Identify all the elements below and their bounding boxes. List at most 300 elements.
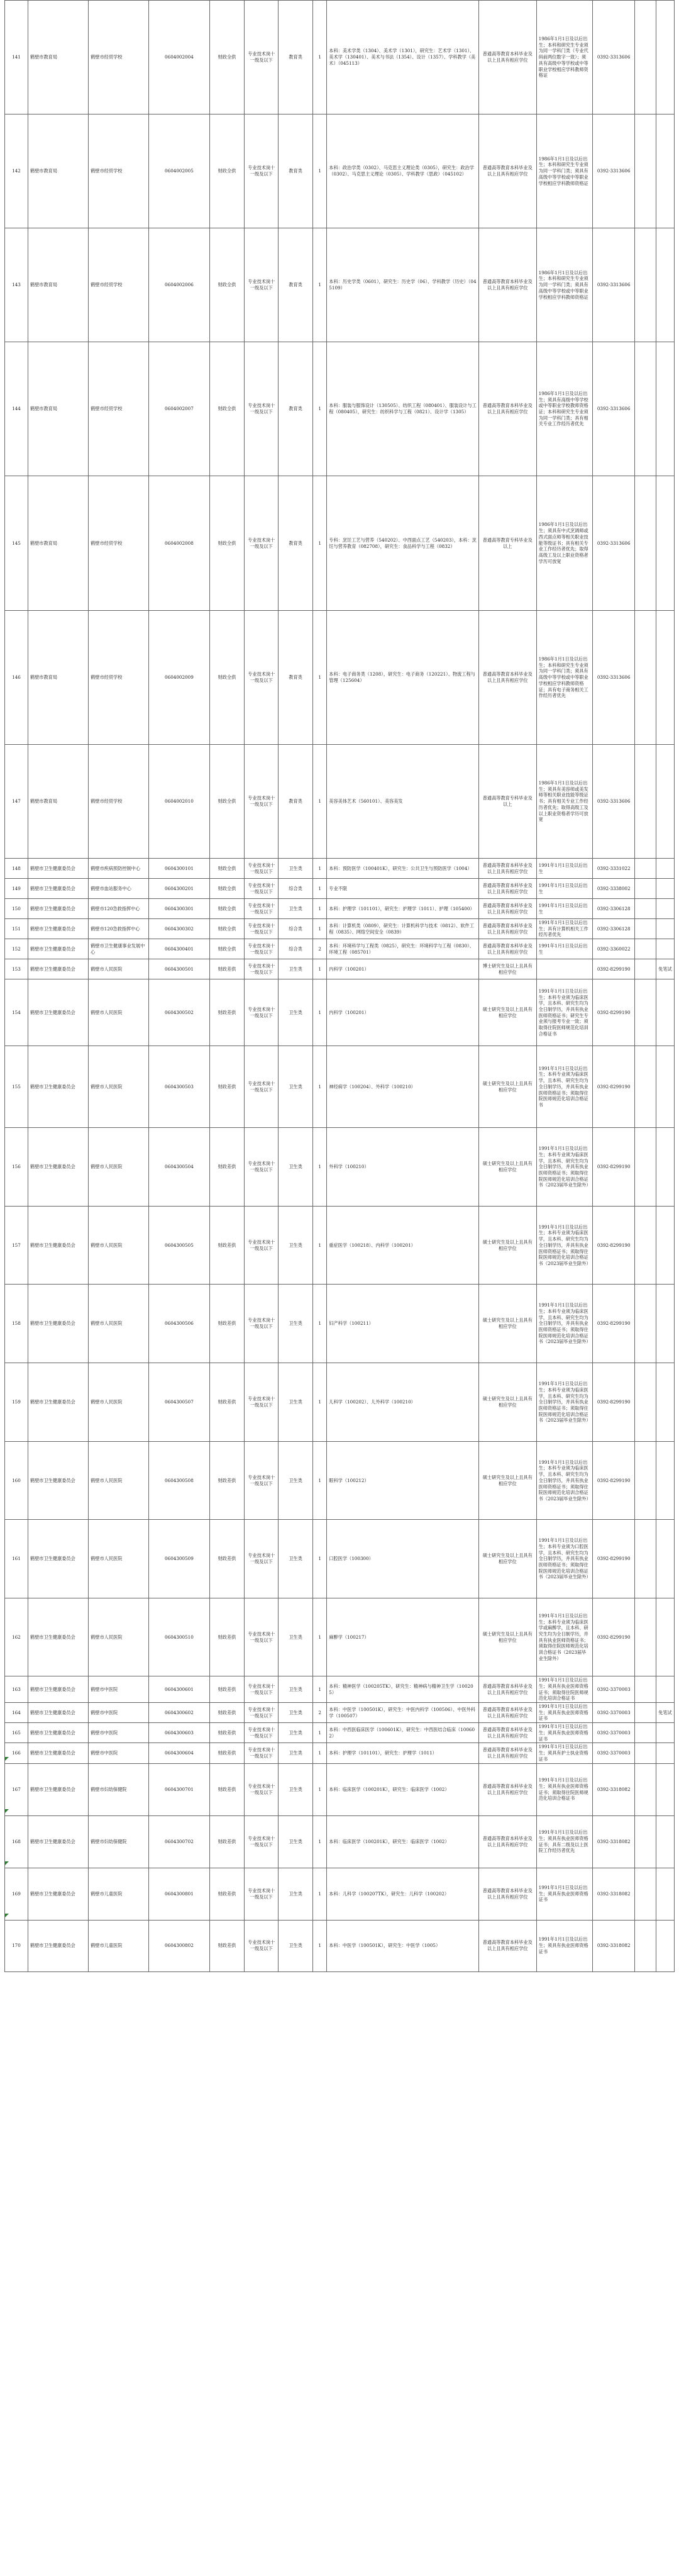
row-funding: 财政差供 — [209, 1285, 245, 1363]
table-row — [5, 959, 675, 979]
row-count: 1 — [312, 879, 326, 899]
row-extra — [635, 1207, 656, 1285]
row-major: 本科：中医学（100501K），研究生：中医内科学（100506）、中医外科学（100507） — [327, 1703, 479, 1723]
row-job: 卫生类 — [279, 899, 313, 919]
row-job: 卫生类 — [279, 1763, 313, 1815]
row-dept: 鹤壁市卫生健康委员会 — [28, 1207, 88, 1285]
row-extra — [635, 1676, 656, 1703]
row-seq: 151 — [5, 919, 28, 939]
row-edu: 硕士研究生及以上且具有相应学位 — [478, 979, 536, 1046]
row-count: 1 — [312, 114, 326, 228]
row-seq: 169 — [5, 1868, 28, 1920]
row-count: 1 — [312, 1723, 326, 1743]
row-count: 1 — [312, 1743, 326, 1763]
row-edu: 普通高等教育本科毕业及以上且具有相应学位 — [478, 1703, 536, 1723]
row-category: 专业技术岗十一级及以下 — [245, 959, 279, 979]
row-category: 专业技术岗十一级及以下 — [245, 979, 279, 1046]
row-category: 专业技术岗十一级及以下 — [245, 1723, 279, 1743]
row-seq: 163 — [5, 1676, 28, 1703]
recruitment-table — [4, 0, 675, 1972]
row-job: 综合类 — [279, 919, 313, 939]
row-count: 1 — [312, 1520, 326, 1598]
row-tel: 0392-3370003 — [593, 1743, 635, 1763]
row-unit: 鹤壁市经贸学校 — [89, 342, 149, 476]
row-job: 卫生类 — [279, 1598, 313, 1676]
row-seq: 159 — [5, 1363, 28, 1442]
row-unit: 鹤壁市卫生健康事业发展中心 — [89, 939, 149, 959]
row-category: 专业技术岗十一级及以下 — [245, 1743, 279, 1763]
row-tel: 0392-8299190 — [593, 1285, 635, 1363]
row-unit: 鹤壁市120急救指挥中心 — [89, 919, 149, 939]
row-job: 卫生类 — [279, 1723, 313, 1743]
row-funding: 财政全供 — [209, 611, 245, 745]
row-tel: 0392-3313606 — [593, 611, 635, 745]
row-tel: 0392-8299190 — [593, 959, 635, 979]
row-note — [656, 899, 674, 919]
row-edu: 普通高等教育本科毕业及以上且具有相应学位 — [478, 1920, 536, 1971]
row-job: 卫生类 — [279, 1676, 313, 1703]
row-note — [656, 745, 674, 859]
row-category: 专业技术岗十一级及以下 — [245, 1128, 279, 1207]
row-category: 专业技术岗十一级及以下 — [245, 476, 279, 611]
row-edu: 普通高等教育本科毕业及以上且具有相应学位 — [478, 939, 536, 959]
row-other: 1991年1月1日及以后出生 — [536, 899, 592, 919]
row-count: 1 — [312, 745, 326, 859]
row-extra — [635, 1743, 656, 1763]
row-count: 1 — [312, 228, 326, 342]
row-tel: 0392-3318082 — [593, 1815, 635, 1868]
row-major: 本科：临床医学（100201K），研究生：临床医学（1002） — [327, 1815, 479, 1868]
row-code: 0604300501 — [149, 959, 209, 979]
table-row — [5, 859, 675, 879]
cell-comment-marker — [5, 1861, 9, 1865]
row-edu: 普通高等教育本科毕业及以上且具有相应学位 — [478, 1815, 536, 1868]
row-job: 卫生类 — [279, 1868, 313, 1920]
row-funding: 财政全供 — [209, 476, 245, 611]
row-count: 1 — [312, 1676, 326, 1703]
row-category: 专业技术岗十一级及以下 — [245, 939, 279, 959]
row-other: 1986年1月1日及以后出生；本科和研究生专业须为同一学科门类；须具有高级中等学校或中等职业学校相应学科教师资格证 — [536, 228, 592, 342]
row-job: 教育类 — [279, 114, 313, 228]
row-job: 卫生类 — [279, 1920, 313, 1971]
row-note — [656, 1763, 674, 1815]
row-count: 1 — [312, 1285, 326, 1363]
row-note — [656, 1920, 674, 1971]
row-tel: 0392-3370003 — [593, 1723, 635, 1743]
row-category: 专业技术岗十一级及以下 — [245, 1868, 279, 1920]
row-unit: 鹤壁市经贸学校 — [89, 114, 149, 228]
row-code: 0604300504 — [149, 1128, 209, 1207]
row-category: 专业技术岗十一级及以下 — [245, 342, 279, 476]
row-note — [656, 1128, 674, 1207]
row-unit: 鹤壁市儿童医院 — [89, 1920, 149, 1971]
row-job: 教育类 — [279, 476, 313, 611]
row-code: 0604300101 — [149, 859, 209, 879]
row-major: 妇产科学（100211） — [327, 1285, 479, 1363]
row-seq: 146 — [5, 611, 28, 745]
row-other: 1986年1月1日及以后出生；本科和研究生专业须为同一学科门类；须具有高级中等学校或中等职业学校相应学科教师资格证 — [536, 114, 592, 228]
row-category: 专业技术岗十一级及以下 — [245, 1442, 279, 1520]
table-row — [5, 1363, 675, 1442]
row-edu: 普通高等教育本科毕业及以上且具有相应学位 — [478, 919, 536, 939]
row-other: 1991年1月1日及以后出生；本科专业须为临床医学，且本科、研究生均为全日制学历，并具有执业医师资格证书；须取得住院医师规范化培训合格证书（2023届毕业生除外） — [536, 1363, 592, 1442]
row-funding: 财政全供 — [209, 342, 245, 476]
row-unit: 鹤壁市经贸学校 — [89, 228, 149, 342]
row-unit: 鹤壁市人民医院 — [89, 1520, 149, 1598]
row-edu: 普通高等教育本科毕业及以上且具有相应学位 — [478, 879, 536, 899]
row-job: 卫生类 — [279, 1703, 313, 1723]
table-row — [5, 1, 675, 114]
row-job: 卫生类 — [279, 1815, 313, 1868]
row-category: 专业技术岗十一级及以下 — [245, 611, 279, 745]
row-other: 1991年1月1日及以后出生；本科专业须为口腔医学，且本科、研究生均为全日制学历，并具有执业医师资格证书；须取得住院医师规范化培训合格证书（2023届毕业生除外） — [536, 1520, 592, 1598]
row-dept: 鹤壁市教育局 — [28, 611, 88, 745]
row-unit: 鹤壁市人民医院 — [89, 1598, 149, 1676]
row-seq: 161 — [5, 1520, 28, 1598]
row-seq: 164 — [5, 1703, 28, 1723]
row-count: 1 — [312, 1763, 326, 1815]
row-extra — [635, 859, 656, 879]
row-seq: 148 — [5, 859, 28, 879]
row-other: 1991年1月1日及以后出生；本科专业须为临床医学，且本科、研究生均为全日制学历，并具有执业医师资格证书；研究生专业须与报考专业一致；须取得住院医师规范化培训合格证书 — [536, 979, 592, 1046]
row-seq: 156 — [5, 1128, 28, 1207]
row-extra — [635, 1763, 656, 1815]
row-dept: 鹤壁市教育局 — [28, 476, 88, 611]
table-row — [5, 1442, 675, 1520]
row-unit: 鹤壁市经贸学校 — [89, 745, 149, 859]
row-code: 0604002009 — [149, 611, 209, 745]
row-job: 教育类 — [279, 611, 313, 745]
row-unit: 鹤壁市人民医院 — [89, 1046, 149, 1128]
row-note — [656, 859, 674, 879]
row-code: 0604002007 — [149, 342, 209, 476]
row-unit: 鹤壁市疾病预防控制中心 — [89, 859, 149, 879]
row-funding: 财政全供 — [209, 228, 245, 342]
row-major: 麻醉学（100217） — [327, 1598, 479, 1676]
row-extra — [635, 899, 656, 919]
row-unit: 鹤壁市120急救指挥中心 — [89, 899, 149, 919]
row-code: 0604300401 — [149, 939, 209, 959]
row-major: 本科：临床医学（100201K），研究生：临床医学（1002） — [327, 1763, 479, 1815]
row-other: 1991年1月1日及以后出生 — [536, 879, 592, 899]
row-edu: 普通高等教育本科毕业及以上且具有相应学位 — [478, 114, 536, 228]
row-category: 专业技术岗十一级及以下 — [245, 879, 279, 899]
row-extra — [635, 1598, 656, 1676]
row-code: 0604300509 — [149, 1520, 209, 1598]
row-edu: 硕士研究生及以上且具有相应学位 — [478, 1046, 536, 1128]
row-extra — [635, 476, 656, 611]
row-major: 本科：预防医学（100401K），研究生：公共卫生与预防医学（1004） — [327, 859, 479, 879]
row-major: 本科：电子商务类（1208），研究生：电子商务（120221）、物流工程与管理（125604） — [327, 611, 479, 745]
row-note — [656, 611, 674, 745]
row-other: 1991年1月1日及以后出生；具有计算机相关工作经历者优先 — [536, 919, 592, 939]
row-seq: 157 — [5, 1207, 28, 1285]
table-row — [5, 1868, 675, 1920]
table-row — [5, 1676, 675, 1703]
row-edu: 普通高等教育专科毕业及以上 — [478, 476, 536, 611]
row-major: 内科学（100201） — [327, 959, 479, 979]
row-code: 0604300507 — [149, 1363, 209, 1442]
row-code: 0604300802 — [149, 1920, 209, 1971]
row-funding: 财政全供 — [209, 879, 245, 899]
row-count: 1 — [312, 1598, 326, 1676]
row-dept: 鹤壁市卫生健康委员会 — [28, 1815, 88, 1868]
row-code: 0604002005 — [149, 114, 209, 228]
row-job: 卫生类 — [279, 1046, 313, 1128]
row-code: 0604300603 — [149, 1723, 209, 1743]
row-note — [656, 879, 674, 899]
row-tel: 0392-3313606 — [593, 1, 635, 114]
row-dept: 鹤壁市卫生健康委员会 — [28, 1676, 88, 1703]
row-unit: 鹤壁市中医院 — [89, 1703, 149, 1723]
row-seq: 162 — [5, 1598, 28, 1676]
row-category: 专业技术岗十一级及以下 — [245, 114, 279, 228]
row-job: 卫生类 — [279, 1128, 313, 1207]
row-note — [656, 114, 674, 228]
table-row — [5, 1723, 675, 1743]
row-funding: 财政差供 — [209, 1868, 245, 1920]
row-funding: 财政差供 — [209, 1920, 245, 1971]
row-unit: 鹤壁市中医院 — [89, 1723, 149, 1743]
row-category: 专业技术岗十一级及以下 — [245, 1520, 279, 1598]
row-dept: 鹤壁市卫生健康委员会 — [28, 1703, 88, 1723]
row-tel: 0392-3306128 — [593, 919, 635, 939]
row-note — [656, 1676, 674, 1703]
row-major: 本科：政治学类（0302）、马克思主义理论类（0305），研究生：政治学（0302）、马克思主义理论（0305）、学科教学（思政）（045102） — [327, 114, 479, 228]
row-funding: 财政全供 — [209, 939, 245, 959]
cell-comment-marker — [5, 1914, 9, 1917]
row-job: 卫生类 — [279, 1442, 313, 1520]
row-tel: 0392-8299190 — [593, 979, 635, 1046]
row-seq: 144 — [5, 342, 28, 476]
row-major: 儿科学（100202）、儿外科学（100210） — [327, 1363, 479, 1442]
row-dept: 鹤壁市卫生健康委员会 — [28, 1763, 88, 1815]
row-extra — [635, 1285, 656, 1363]
row-tel: 0392-8299190 — [593, 1207, 635, 1285]
row-tel: 0392-8299190 — [593, 1442, 635, 1520]
row-job: 教育类 — [279, 1, 313, 114]
row-edu: 硕士研究生及以上且具有相应学位 — [478, 1598, 536, 1676]
row-major: 眼科学（100212） — [327, 1442, 479, 1520]
row-funding: 财政全供 — [209, 745, 245, 859]
row-code: 0604300510 — [149, 1598, 209, 1676]
row-count: 1 — [312, 611, 326, 745]
row-dept: 鹤壁市教育局 — [28, 342, 88, 476]
row-job: 综合类 — [279, 879, 313, 899]
row-major: 专业不限 — [327, 879, 479, 899]
table-row — [5, 228, 675, 342]
row-unit: 鹤壁市经贸学校 — [89, 611, 149, 745]
row-other: 1986年1月1日及以后出生；须具有美容师或美发师等相关职业技能等级证书；具有相关专业工作经历者优先；取得高级工及以上职业资格者学历可放宽 — [536, 745, 592, 859]
row-other: 1991年1月1日及以后出生；本科专业须为临床医学，且本科、研究生均为全日制学历，并具有执业医师资格证书；须取得住院医师规范化培训合格证书（2023届毕业生除外） — [536, 1128, 592, 1207]
table-row — [5, 1763, 675, 1815]
row-job: 卫生类 — [279, 1285, 313, 1363]
row-major: 外科学（100210） — [327, 1128, 479, 1207]
row-edu: 硕士研究生及以上且具有相应学位 — [478, 1128, 536, 1207]
row-note — [656, 1363, 674, 1442]
row-edu: 硕士研究生及以上且具有相应学位 — [478, 1520, 536, 1598]
row-note — [656, 228, 674, 342]
row-extra — [635, 979, 656, 1046]
row-seq: 150 — [5, 899, 28, 919]
row-extra — [635, 342, 656, 476]
row-funding: 财政差供 — [209, 979, 245, 1046]
row-tel: 0392-3370003 — [593, 1676, 635, 1703]
row-note — [656, 1046, 674, 1128]
row-unit: 鹤壁市经贸学校 — [89, 1, 149, 114]
row-funding: 财政差供 — [209, 1046, 245, 1128]
row-seq: 168 — [5, 1815, 28, 1868]
row-code: 0604002010 — [149, 745, 209, 859]
row-extra — [635, 939, 656, 959]
row-job: 卫生类 — [279, 1207, 313, 1285]
row-seq: 153 — [5, 959, 28, 979]
row-extra — [635, 1868, 656, 1920]
row-extra — [635, 611, 656, 745]
table-row — [5, 611, 675, 745]
table-row — [5, 1743, 675, 1763]
row-major: 重症医学（100218）、内科学（100201） — [327, 1207, 479, 1285]
table-row — [5, 1285, 675, 1363]
row-tel: 0392-8299190 — [593, 1046, 635, 1128]
row-major: 本科：中医学（100501K），研究生：中医学（1005） — [327, 1920, 479, 1971]
row-edu: 普通高等教育本科毕业及以上且具有相应学位 — [478, 228, 536, 342]
row-other — [536, 959, 592, 979]
row-extra — [635, 1723, 656, 1743]
row-edu: 普通高等教育本科毕业及以上且具有相应学位 — [478, 342, 536, 476]
row-unit: 鹤壁市中医院 — [89, 1676, 149, 1703]
row-note: 免笔试 — [656, 959, 674, 979]
row-count: 1 — [312, 1442, 326, 1520]
row-major: 本科：护理学（101101），研究生：护理学（1011）、护理（105400） — [327, 899, 479, 919]
row-dept: 鹤壁市卫生健康委员会 — [28, 1743, 88, 1763]
row-tel: 0392-3360022 — [593, 939, 635, 959]
row-count: 1 — [312, 899, 326, 919]
row-other: 1991年1月1日及以后出生；须具有执业医师资格证书 — [536, 1868, 592, 1920]
row-job: 卫生类 — [279, 1743, 313, 1763]
row-dept: 鹤壁市教育局 — [28, 114, 88, 228]
row-category: 专业技术岗十一级及以下 — [245, 745, 279, 859]
row-count: 1 — [312, 919, 326, 939]
table-row — [5, 1920, 675, 1971]
row-major: 本科：计算机类（0809），研究生：计算机科学与技术（0812）、软件工程（0835）、网络空间安全（0839） — [327, 919, 479, 939]
row-seq: 155 — [5, 1046, 28, 1128]
row-count: 1 — [312, 1815, 326, 1868]
row-extra — [635, 879, 656, 899]
row-major: 本科：精神医学（100205TK），研究生：精神病与精神卫生学（100205） — [327, 1676, 479, 1703]
row-dept: 鹤壁市卫生健康委员会 — [28, 879, 88, 899]
row-other: 1991年1月1日及以后出生；本科专业须为临床医学，且本科、研究生均为全日制学历，并具有执业医师资格证书；须取得住院医师规范化培训合格证书（2023届毕业生除外） — [536, 1442, 592, 1520]
row-category: 专业技术岗十一级及以下 — [245, 919, 279, 939]
row-category: 专业技术岗十一级及以下 — [245, 1046, 279, 1128]
row-code: 0604002004 — [149, 1, 209, 114]
row-job: 教育类 — [279, 745, 313, 859]
row-count: 1 — [312, 859, 326, 879]
row-category: 专业技术岗十一级及以下 — [245, 1763, 279, 1815]
row-code: 0604300301 — [149, 899, 209, 919]
row-other: 1991年1月1日及以后出生 — [536, 859, 592, 879]
row-other: 1986年1月1日及以后出生；须具有中式烹调师或西式面点师等相关职业技能等级证书；具有相关专业工作经历者优先；取得高级工及以上职业资格者学历可放宽 — [536, 476, 592, 611]
row-funding: 财政差供 — [209, 1815, 245, 1868]
row-category: 专业技术岗十一级及以下 — [245, 1, 279, 114]
row-code: 0604300602 — [149, 1703, 209, 1723]
row-extra — [635, 919, 656, 939]
table-row — [5, 342, 675, 476]
row-category: 专业技术岗十一级及以下 — [245, 228, 279, 342]
row-dept: 鹤壁市卫生健康委员会 — [28, 979, 88, 1046]
row-major: 美容美体艺术（560101）、美容美发 — [327, 745, 479, 859]
row-tel: 0392-3313606 — [593, 114, 635, 228]
row-dept: 鹤壁市卫生健康委员会 — [28, 899, 88, 919]
row-tel: 0392-3306128 — [593, 899, 635, 919]
table-row — [5, 476, 675, 611]
row-category: 专业技术岗十一级及以下 — [245, 1920, 279, 1971]
row-unit: 鹤壁市人民医院 — [89, 979, 149, 1046]
row-note — [656, 939, 674, 959]
row-tel: 0392-8299190 — [593, 1128, 635, 1207]
row-extra — [635, 228, 656, 342]
row-edu: 普通高等教育本科毕业及以上且具有相应学位 — [478, 1868, 536, 1920]
row-funding: 财政差供 — [209, 1207, 245, 1285]
row-unit: 鹤壁市人民医院 — [89, 1128, 149, 1207]
row-dept: 鹤壁市卫生健康委员会 — [28, 859, 88, 879]
row-note — [656, 1442, 674, 1520]
row-note — [656, 476, 674, 611]
row-tel: 0392-3338002 — [593, 879, 635, 899]
row-seq: 152 — [5, 939, 28, 959]
row-category: 专业技术岗十一级及以下 — [245, 1815, 279, 1868]
row-code: 0604300601 — [149, 1676, 209, 1703]
row-dept: 鹤壁市卫生健康委员会 — [28, 1520, 88, 1598]
row-funding: 财政全供 — [209, 114, 245, 228]
row-tel: 0392-3313606 — [593, 476, 635, 611]
row-tel: 0392-3313606 — [593, 342, 635, 476]
row-dept: 鹤壁市卫生健康委员会 — [28, 1285, 88, 1363]
row-funding: 财政差供 — [209, 1743, 245, 1763]
row-edu: 硕士研究生及以上且具有相应学位 — [478, 1207, 536, 1285]
row-tel: 0392-8299190 — [593, 1598, 635, 1676]
row-job: 教育类 — [279, 342, 313, 476]
row-tel: 0392-3318082 — [593, 1868, 635, 1920]
row-category: 专业技术岗十一级及以下 — [245, 1676, 279, 1703]
row-category: 专业技术岗十一级及以下 — [245, 1207, 279, 1285]
row-seq: 170 — [5, 1920, 28, 1971]
row-funding: 财政差供 — [209, 1598, 245, 1676]
table-row — [5, 879, 675, 899]
row-edu: 普通高等教育本科毕业及以上且具有相应学位 — [478, 1676, 536, 1703]
row-category: 专业技术岗十一级及以下 — [245, 1703, 279, 1723]
row-edu: 普通高等教育本科毕业及以上且具有相应学位 — [478, 611, 536, 745]
row-count: 1 — [312, 1128, 326, 1207]
row-count: 1 — [312, 1363, 326, 1442]
row-category: 专业技术岗十一级及以下 — [245, 1363, 279, 1442]
row-tel: 0392-3313606 — [593, 228, 635, 342]
row-seq: 166 — [5, 1743, 28, 1763]
row-tel: 0392-3331022 — [593, 859, 635, 879]
row-job: 卫生类 — [279, 1520, 313, 1598]
row-seq: 147 — [5, 745, 28, 859]
table-row — [5, 1128, 675, 1207]
row-other: 1991年1月1日及以后出生；须具有执业医师资格证书；具有二级及以上医院工作经历者优先 — [536, 1815, 592, 1868]
row-note — [656, 1207, 674, 1285]
cell-comment-marker — [5, 1757, 9, 1761]
row-code: 0604300505 — [149, 1207, 209, 1285]
row-other: 1991年1月1日及以后出生；须具有护士执业资格证书 — [536, 1743, 592, 1763]
row-extra — [635, 1520, 656, 1598]
row-funding: 财政差供 — [209, 1763, 245, 1815]
row-tel: 0392-3318082 — [593, 1920, 635, 1971]
row-unit: 鹤壁市人民医院 — [89, 1285, 149, 1363]
